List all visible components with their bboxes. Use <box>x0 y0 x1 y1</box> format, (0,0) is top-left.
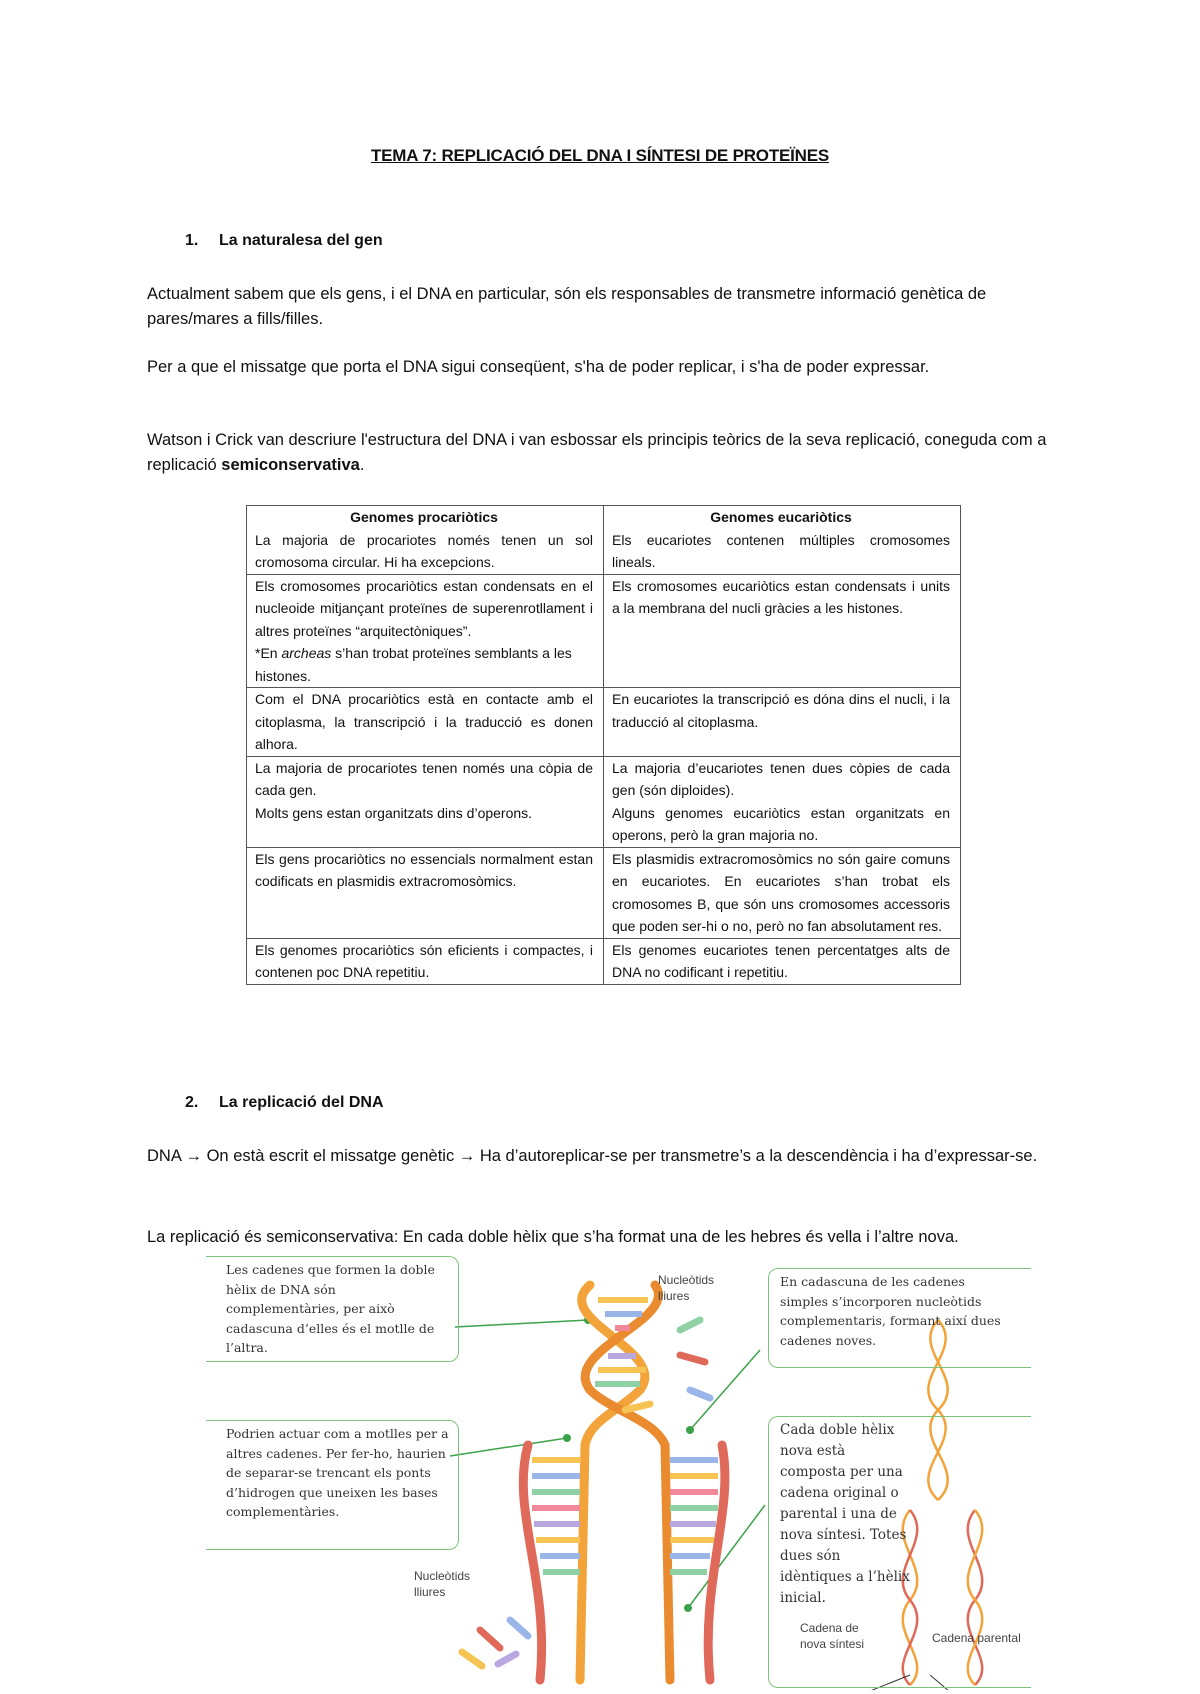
note-suffix: s’han trobat proteïnes semblants a les histones. <box>255 645 572 684</box>
table-cell: Com el DNA procariòtics està en contacte amb el citoplasma, la transcripció i la traducció es donen alhora. <box>247 688 604 757</box>
label-parental-strand: Cadena parental <box>932 1631 1021 1645</box>
cell-text: Els cromosomes procariòtics estan condensats en el nucleoide mitjançant proteïnes de superenrotllament i altres proteïnes “arquitectòniques”. <box>255 577 593 639</box>
section-1-title: La naturalesa del gen <box>219 232 383 249</box>
p3-text: Watson i Crick van descriure l'estructura del DNA i van esbossar els principis teòrics de la seva replicació, coneguda com a replicació <box>147 431 1047 474</box>
connector-dot <box>563 1434 571 1442</box>
table-cell: La majoria de procariotes només tenen un sol cromosoma circular. Hi ha excepcions. <box>247 529 604 575</box>
connector-line <box>455 1320 588 1327</box>
connector-dot <box>686 1426 694 1434</box>
section-2-paragraph-2: La replicació és semiconservativa: En cada doble hèlix que s’ha format una de les hebres és vella i l’altre nova. <box>147 1228 959 1246</box>
right-daughter-helix <box>665 1445 725 1680</box>
cell-note <box>255 642 593 687</box>
cell-text: Molts gens estan organitzats dins d’operons. <box>255 804 533 821</box>
p3-end: . <box>359 456 365 474</box>
section-2-paragraph-1: DNA → On està escrit el missatge genètic → Ha d’autoreplicar-se per transmetre’s a la descendència i ha d’expressar-se. <box>147 1147 1038 1165</box>
label-new-strand: Cadena de nova síntesi <box>800 1621 865 1651</box>
caption-top-left: Les cadenes que formen la doble hèlix de DNA són complementàries, per això cadascuna d’elles és el motlle de l’altra. <box>226 1262 435 1355</box>
section-1-number: 1. <box>185 232 199 249</box>
cell-text: La majoria de procariotes tenen només una còpia de cada gen. <box>255 759 593 798</box>
section-1-paragraph-2: Per a que el missatge que porta el DNA sigui conseqüent, s'ha de poder replicar, i s'ha de poder expressar. <box>147 358 930 376</box>
connector-dot <box>684 1604 692 1612</box>
connector-line <box>450 1438 567 1456</box>
section-1-paragraph-1: Actualment sabem que els gens, i el DNA en particular, són els responsables de transmetre informació genètica de pares/mares a fills/filles. <box>147 285 987 328</box>
caption-bottom-right: Cada doble hèlix nova està composta per una cadena original o parental i una de nova síntesi. Totes dues són idèntiques a l’hèlix inicial. <box>780 1422 910 1606</box>
table-cell: Els plasmidis extracromosòmics no són gaire comuns en eucariotes. En eucariotes s’han trobat els cromosomes B, que són uns cromosomes accessoris que poden ser-hi o no, però no fan absolutament res. <box>604 847 961 938</box>
table-row <box>247 529 961 575</box>
section-1-paragraph-3 <box>147 428 1067 478</box>
table-cell: Els genomes eucariotes tenen percentatges alts de DNA no codificant i repetitiu. <box>604 938 961 984</box>
p3-bold-term: semiconservativa <box>221 456 360 474</box>
base-pairs-left <box>532 1460 580 1572</box>
section-2-title: La replicació del DNA <box>219 1094 384 1111</box>
note-italic: archeas <box>281 645 332 661</box>
table-cell <box>247 756 604 847</box>
table-cell: Els genomes procariòtics són eficients i compactes, i contenen poc DNA repetitiu. <box>247 938 604 984</box>
table-header-row <box>247 506 961 529</box>
label-free-nucleotides-top: Nucleòtids lliures <box>658 1273 715 1303</box>
table-header-prokaryotic: Genomes procariòtics <box>247 506 604 529</box>
note-prefix: *En <box>255 645 282 661</box>
table-header-eukaryotic: Genomes eucariòtics <box>604 506 961 529</box>
caption-top-right: En cadascuna de les cadenes simples s’incorporen nucleòtids complementaris, formant així dues cadenes noves. <box>780 1274 1001 1348</box>
dna-replication-figure <box>210 1262 1030 1690</box>
table-cell: Els eucariotes contenen múltiples cromosomes lineals. <box>604 529 961 575</box>
caption-mid-left: Podrien actuar com a motlles per a altres cadenes. Per fer-ho, haurien de separar-se trencant els ponts d’hidrogen que uneixen les bases complementàries. <box>226 1426 449 1519</box>
genome-comparison-table <box>246 505 961 985</box>
table-cell: En eucariotes la transcripció es dóna dins el nucli, i la traducció al citoplasma. <box>604 688 961 757</box>
table-row <box>247 938 961 984</box>
label-free-nucleotides-bottom: Nucleòtids lliures <box>414 1569 471 1599</box>
section-1-heading <box>185 232 383 250</box>
table-cell: Els cromosomes eucariòtics estan condensats i units a la membrana del nucli gràcies a les histones. <box>604 574 961 688</box>
table-cell: Els gens procariòtics no essencials normalment estan codificats en plasmidis extracromosòmics. <box>247 847 604 938</box>
left-daughter-helix <box>523 1445 585 1680</box>
table-cell <box>247 574 604 688</box>
section-2-number: 2. <box>185 1094 199 1111</box>
table-row <box>247 756 961 847</box>
cell-text: Alguns genomes eucariòtics estan organitzats en operons, però la gran majoria no. <box>612 804 950 843</box>
table-cell <box>604 756 961 847</box>
table-row <box>247 688 961 757</box>
table-row <box>247 574 961 688</box>
page-title: TEMA 7: REPLICACIÓ DEL DNA I SÍNTESI DE PROTEÏNES <box>370 146 830 165</box>
cell-text: La majoria d’eucariotes tenen dues còpies de cada gen (són diploides). <box>612 759 950 798</box>
section-2-heading <box>185 1094 384 1112</box>
base-pairs-right <box>670 1460 718 1572</box>
table-row <box>247 847 961 938</box>
parental-helix <box>582 1285 665 1445</box>
